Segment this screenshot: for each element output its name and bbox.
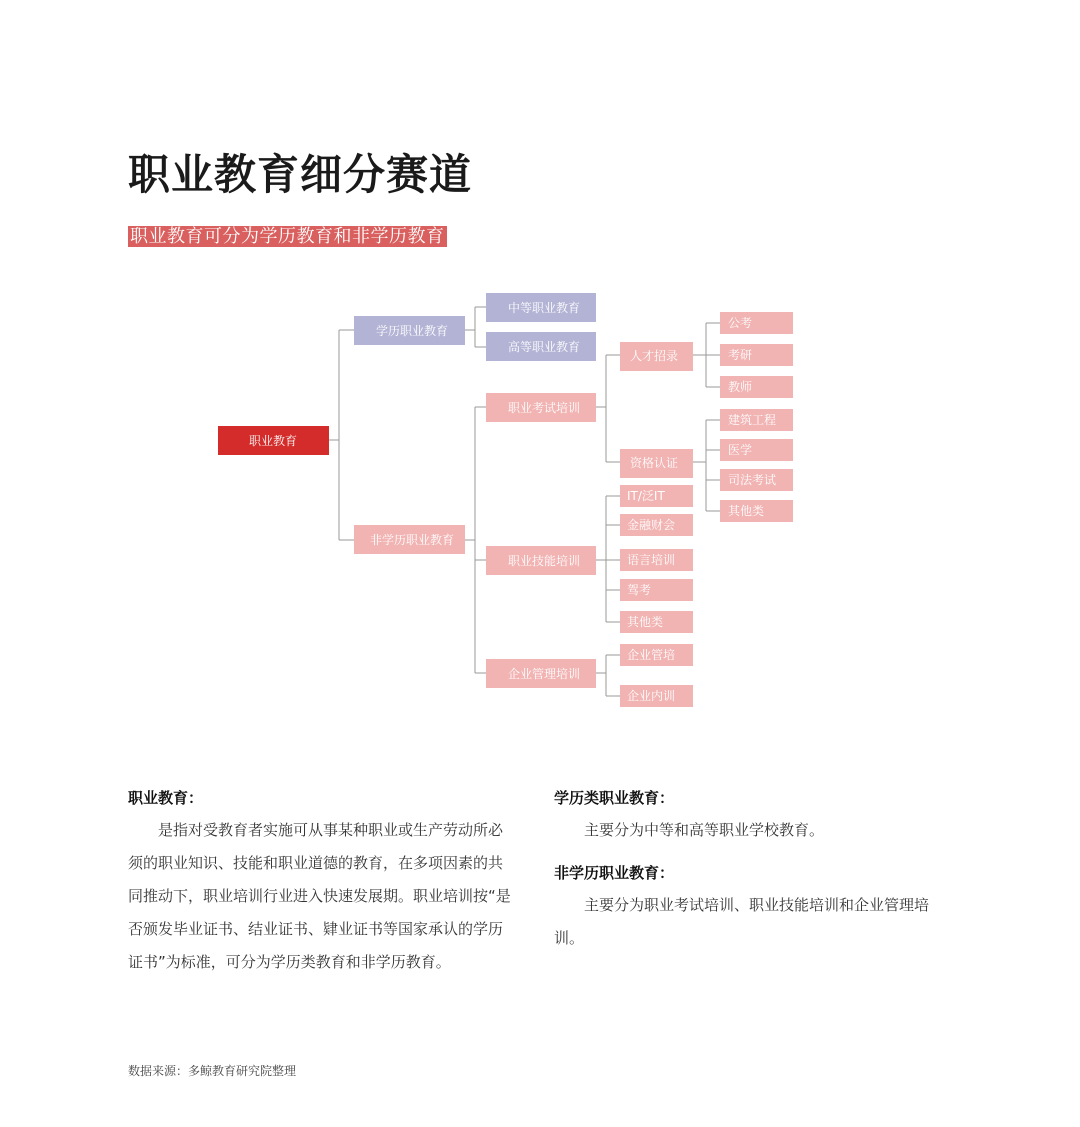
node-judicial-exam xyxy=(720,469,793,491)
node-teacher xyxy=(720,376,793,398)
node-driving-label: 驾考 xyxy=(627,583,652,597)
node-management-training-label: 企业管理培训 xyxy=(507,667,581,681)
data-source: 数据来源：多鲸教育研究院整理 xyxy=(128,1064,297,1078)
node-skill-other xyxy=(620,611,693,633)
node-talent-recruitment xyxy=(620,342,693,371)
node-root xyxy=(218,426,329,455)
vocational-heading: 职业教育： xyxy=(128,789,204,807)
node-finance-label: 金融财会 xyxy=(627,518,676,532)
node-skill-training xyxy=(486,546,596,575)
node-judicial-exam-label: 司法考试 xyxy=(728,473,777,487)
node-qualification-label: 资格认证 xyxy=(629,456,679,470)
non-academic-heading: 非学历职业教育： xyxy=(554,864,675,882)
node-driving xyxy=(620,579,693,601)
vocational-body: 是指对受教育者实施可从事某种职业或生产劳动所必须的职业知识、技能和职业道德的教育，在多项因素的共同推动下，职业培训行业进入快速发展期。职业培训按“是否颁发毕业证书、结业证书、肄业证书等国家承认的学历证书”为标准，可分为学历类教育和非学历教育。 xyxy=(128,821,511,971)
node-higher-vocational xyxy=(486,332,596,361)
node-postgrad-exam xyxy=(720,344,793,366)
node-management-training xyxy=(486,659,596,688)
node-exam-training-label: 职业考试培训 xyxy=(507,401,581,415)
node-civil-exam-label: 公考 xyxy=(728,316,753,330)
node-internal-training xyxy=(620,685,693,707)
node-construction xyxy=(720,409,793,431)
node-academic xyxy=(354,316,465,345)
node-secondary-vocational xyxy=(486,293,596,322)
node-language-label: 语言培训 xyxy=(627,553,676,567)
node-construction-label: 建筑工程 xyxy=(728,413,777,427)
page-title: 职业教育细分赛道 xyxy=(128,150,473,199)
node-non-academic xyxy=(354,525,465,554)
page-subtitle: 职业教育可分为学历教育和非学历教育 xyxy=(130,226,445,247)
node-qualification-other-label: 其他类 xyxy=(728,504,765,518)
academic-heading: 学历类职业教育： xyxy=(554,789,675,807)
node-mgmt-trainee xyxy=(620,644,693,666)
node-medicine xyxy=(720,439,793,461)
node-root-label: 职业教育 xyxy=(248,434,298,448)
academic-body: 主要分为中等和高等职业学校教育。 xyxy=(584,821,825,839)
non-academic-body: 主要分为职业考试培训、职业技能培训和企业管理培训。 xyxy=(554,896,930,947)
node-it-label: IT/泛IT xyxy=(627,489,665,503)
node-finance xyxy=(620,514,693,536)
node-higher-vocational-label: 高等职业教育 xyxy=(507,340,581,354)
node-qualification xyxy=(620,449,693,478)
node-secondary-vocational-label: 中等职业教育 xyxy=(507,301,581,315)
node-medicine-label: 医学 xyxy=(728,443,753,457)
node-skill-other-label: 其他类 xyxy=(627,615,664,629)
node-postgrad-exam-label: 考研 xyxy=(728,348,753,362)
node-qualification-other xyxy=(720,500,793,522)
node-academic-label: 学历职业教育 xyxy=(375,324,449,338)
node-teacher-label: 教师 xyxy=(728,380,753,394)
node-talent-recruitment-label: 人才招录 xyxy=(629,349,679,363)
node-non-academic-label: 非学历职业教育 xyxy=(369,533,455,547)
node-civil-exam xyxy=(720,312,793,334)
node-it xyxy=(620,485,693,507)
node-skill-training-label: 职业技能培训 xyxy=(507,554,581,568)
node-language xyxy=(620,549,693,571)
node-mgmt-trainee-label: 企业管培 xyxy=(627,648,676,662)
node-internal-training-label: 企业内训 xyxy=(627,689,676,703)
node-exam-training xyxy=(486,393,596,422)
